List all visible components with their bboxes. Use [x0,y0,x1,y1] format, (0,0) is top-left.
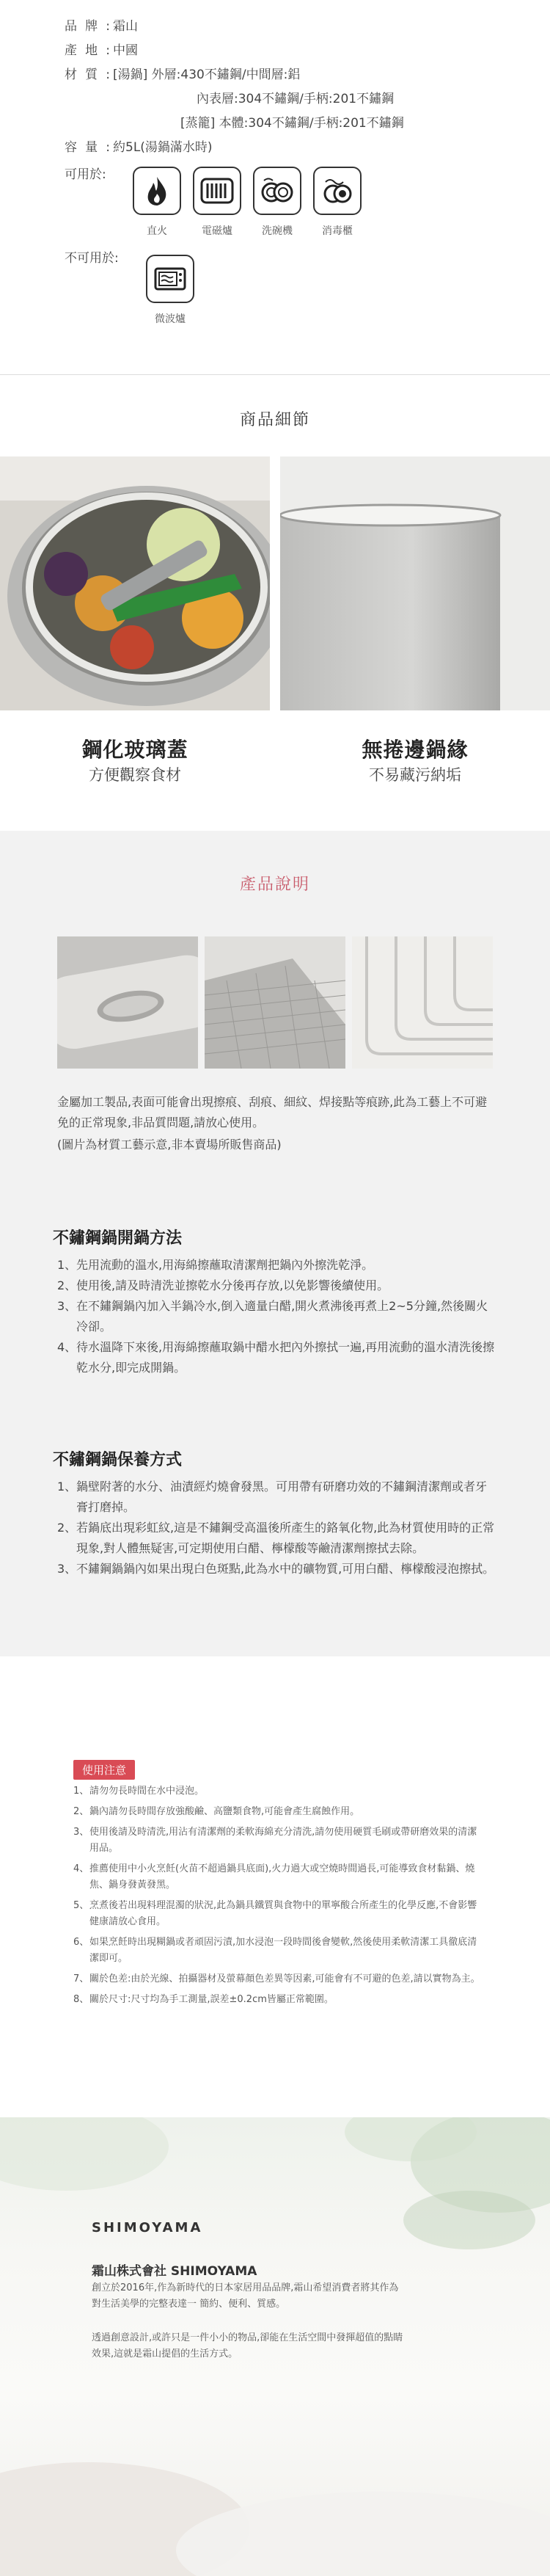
spec-capacity: 約5L(湯鍋滿水時) [113,140,213,155]
list-item: 4、 待水溫降下來後,用海綿擦蘸取鍋中醋水把內外擦拭一遍,再用流動的溫水清洗後擦乾水分,即完成開鍋。 [57,1340,495,1375]
company-name: 霜山株式會社 SHIMOYAMA [92,2264,257,2279]
company-intro: 創立於2016年,作為新時代的日本家居用品品牌,霜山希望消費者將其作為對生活美學的完整表達一 簡約、便利、質感。 [92,2282,399,2310]
spec-usable-label: 可用於: [65,167,106,182]
explain-paragraph: 金屬加工製品,表面可能會出現擦痕、刮痕、細紋、焊接點等痕跡,此為工藝上不可避免的正常現象,非品質問題,請放心使用。 [57,1095,488,1129]
spec-material-line1: [湯鍋] 外層:430不鏽鋼/中間層:鋁 [113,68,301,82]
usable-icons [132,167,519,244]
rim-photo [280,456,550,710]
open-method-title: 不鏽鋼鍋開鍋方法 [53,1229,183,1248]
usable-label: 電磁爐 [202,225,232,237]
sterilizer-icon [313,167,362,215]
rack-detail-photo [352,936,493,1069]
spec-block [65,15,519,332]
spec-label: 品牌: [65,19,110,34]
list-item: 2、 鍋內請勿長時間存放強酸鹼、高鹽類食物,可能會產生腐蝕作用。 [73,1806,360,1817]
care-method-list [57,1477,497,1579]
induction-coil-icon [193,167,241,215]
spec-brand: 霜山 [113,19,138,34]
list-item: 2、 若鍋底出現彩虹紋,這是不鏽鋼受高溫後所產生的鉻氧化物,此為材質使用時的正常現象,對人體無疑害,可定期使用白醋、檸檬酸等鹼清潔劑擦拭去除。 [57,1521,495,1555]
list-item: 3、 不鏽鋼鍋鍋內如果出現白色斑點,此為水中的礦物質,可用白醋、檸檬酸浸泡擦拭。 [57,1562,495,1576]
induction-item [192,167,242,244]
list-item: 1、 鍋壁附著的水分、油漬經灼燒會發黑。可用帶有研磨功效的不鏽鋼清潔劑或者牙膏打磨掉。 [57,1480,488,1514]
spec-label: 容量: [65,140,110,155]
care-method-title: 不鏽鋼鍋保養方式 [53,1451,183,1469]
microwave-icon [146,255,194,303]
microwave-item [145,255,195,332]
list-item: 6、 如果烹飪時出現糊鍋或者頑固污漬,加水浸泡一段時間後會變軟,然後使用柔軟清潔工具徹底清潔即可。 [73,1937,477,1964]
usable-label: 洗碗機 [262,225,293,237]
list-item: 1、 請勿勿長時間在水中浸泡。 [73,1786,205,1797]
list-item: 2、 使用後,請及時清洗並擦乾水分後再存放,以免影響後續使用。 [57,1278,389,1292]
dishwasher-icon [253,167,301,215]
list-item: 4、 推薦使用中小火烹飪(火苗不超過鍋具底面),火力過大或空燒時間過長,可能導致食材黏鍋、燒焦、鍋身發黃發黑。 [73,1863,475,1891]
direct-fire-item [132,167,182,244]
spec-origin: 中國 [113,43,138,58]
list-item: 7、 關於色差:由於光線、拍攝器材及螢幕顏色差異等因素,可能會有不可避的色差,請以實物為主。 [73,1973,480,1984]
notice-list [73,1783,484,2012]
flame-icon [133,167,181,215]
brand-footer [0,2117,550,2576]
divider [0,374,550,375]
usable-label: 消毒櫃 [322,225,353,237]
brand-logo: SHIMOYAMA [92,2220,203,2235]
spec-material-line2: 內表層:304不鏽鋼/手柄:201不鏽鋼 [197,92,395,106]
details-title: 商品細節 [239,411,310,429]
rim-caption-sub: 不易藏污納垢 [369,766,461,784]
company-philosophy: 透過創意設計,或許只是一件小小的物品,卻能在生活空間中發揮超值的點睛效果,這就是霜山提倡的生活方式。 [92,2332,403,2359]
open-method-list [57,1255,497,1378]
handle-detail-photo [57,936,198,1069]
unusable-label: 微波爐 [155,313,186,325]
list-item: 5、 烹煮後若出現料理混濁的狀況,此為鍋具鐵質與食物中的單寧酸合所產生的化學反應,不會影響健康請放心食用。 [73,1900,477,1927]
rim-caption-title: 無捲邊鍋緣 [362,738,469,762]
spec-unusable-label: 不可用於: [65,251,119,266]
lid-caption-title: 鋼化玻璃蓋 [81,738,188,762]
list-item: 3、 使用後請及時清洗,用沾有清潔劑的柔軟海綿充分清洗,請勿使用硬質毛刷或帶研磨效果的清潔用品。 [73,1827,477,1854]
spec-label: 產地: [65,43,110,58]
list-item: 8、 關於尺寸:尺寸均為手工測量,誤差±0.2cm皆屬正常範圍。 [73,1994,334,2005]
lid-caption-sub: 方便觀察食材 [89,766,181,784]
spec-label: 材質: [65,68,110,82]
spec-material-line3: [蒸籠] 本體:304不鏽鋼/手柄:201不鏽鋼 [180,116,404,131]
notice-badge: 使用注意 [73,1760,135,1780]
list-item: 3、 在不鏽鋼鍋內加入半鍋冷水,倒入適量白醋,開火煮沸後再煮上2~5分鐘,然後關火冷卻。 [57,1299,488,1334]
glass-lid-photo [0,456,270,710]
unusable-icons [145,255,519,332]
explain-title: 產品說明 [239,876,310,894]
explain-note: (圖片為材質工藝示意,非本賣場所販售商品) [57,1138,282,1151]
dishwasher-item [252,167,302,244]
list-item: 1、 先用流動的溫水,用海綿擦蘸取清潔劑把鍋內外擦洗乾淨。 [57,1258,374,1272]
usable-label: 直火 [147,225,167,237]
mesh-detail-photo [205,936,345,1069]
sterilizer-item [312,167,362,244]
